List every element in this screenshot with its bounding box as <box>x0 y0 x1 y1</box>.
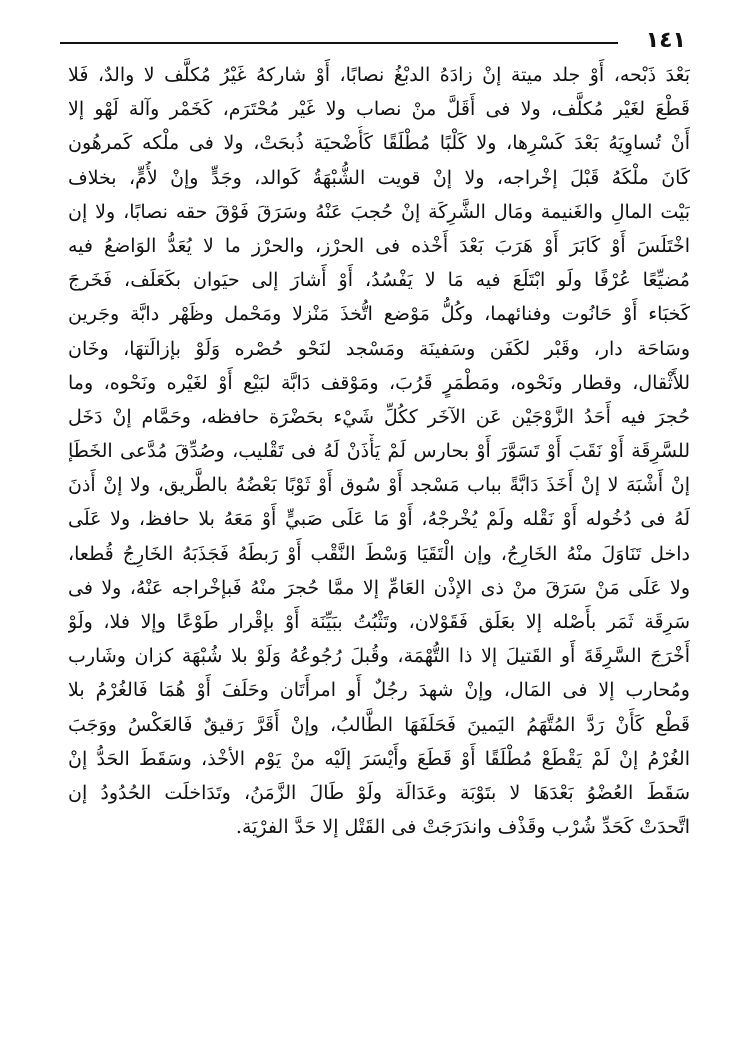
text-line: مُضيِّعًا عُرْفًا ولَو ابْتَلَعَ فيه مَا لا يَفْسُدُ، أَوْ أَشارَ إلى حيَوان بكَعَلَف، فَخَرجَ <box>68 269 690 292</box>
text-line: سَقَطَ العُضْوُ بَعْدَهَا لا بتَوْبَة وعَدَالَة ولَوْ طَالَ الزَّمَنُ، وتَدَاخلَت الحُدُودُ إن <box>68 781 690 804</box>
page-number: ١٤١ <box>645 28 686 53</box>
text-line: بَعْدَ ذَبْحه، أَوْ جلد ميتة إنْ زادَهُ الدبْغُ نصابًا، أَوْ شاركهُ غَيْرُ مُكلَّف لا والدٌ، فَلا <box>68 64 690 86</box>
text-line: كَانَ ملْكَهُ قَبْلَ إخْراجه، ولا إنْ قويت الشُّبْهَةُ كَوالد، وجَدٍّ وإنْ لأُمٍّ، بخلاف <box>68 166 690 189</box>
header-rule <box>60 42 618 44</box>
text-line: وسَاحَة دار، وقَبْر لكَفَن وسَفينَة ومَسْجد لنَحْو حُصْره وَلَوْ بإزالَتهَا، وخَان <box>68 337 690 360</box>
text-line: ولا عَلَى مَنْ سَرَقَ منْ ذى الإذْن العَامِّ إلا ممَّا حُجرَ منْهُ فَبإخْراجه عَنْهُ، ولا فى <box>68 576 690 599</box>
text-line: بَيْت المالِ والغَنيمة ومَال الشَّرِكَة إنْ حُجبَ عَنْهُ وسَرَقَ فَوْقَ حقه نصابًا، ولا إن <box>68 200 690 223</box>
text-line: للسَّرِقَة أَوْ نَقَبَ أَوْ تَسَوَّرَ أَوْ بحارس لَمْ يَأْذَنْ لَهُ فى تَقْليب، وصُدِّقَ مُدَّعى الخَطَإ <box>68 440 690 463</box>
text-line: أَنْ تُساوِيَهُ بَعْدَ كَسْرِها، ولا كَلْبًا مُطْلَقًا كَأُضْحيَة ذُبحَتْ، ولا فى ملْكه كَمرهُون <box>68 132 690 155</box>
text-line: الغُرْمُ إنْ لَمْ يَقْطَعْ مُطْلَقًا أَوْ قَطَعَ وأَيْسَرَ إلَيْه منْ يَوْم الأخْذ، وسَقَطَ الحَدُّ إنْ <box>68 747 690 770</box>
text-line: حُجرَ فيه أَحَدُ الزَّوْجَيْن عَن الآخَر ككُلِّ شَيْء بحَضْرَة حافظه، وحَمَّام إنْ دَخَل <box>68 405 690 428</box>
text-line: اخْتَلَسَ أَوْ كَابَرَ أَوْ هَرَبَ بَعْدَ أَخْذه فى الحرْز، والحرْز ما لا يُعَدُّ الوَاضعُ فيه <box>68 234 690 257</box>
page-header <box>56 26 686 56</box>
text-line: أَخْرَجَ السَّرِقَةَ أَو القَتيلَ إلا ذا التُّهْمَة، وقُبلَ رُجُوعُهُ وَلَوْ بلا شُبْهَة كزان وشَارب <box>68 645 690 668</box>
text-line: قَطْع كَأَنْ رَدَّ المُتَّهَمُ اليَمينَ فَحَلَفَهَا الطَّالبُ، وإنْ أَقَرَّ رَقيقٌ فَالعَكْسُ ووَجَبَ <box>68 713 690 736</box>
text-line: لَهُ فى دُخُوله أَوْ نَقْله ولَمْ يُخْرجْهُ، أَوْ مَا عَلَى صَبيٍّ أَوْ مَعَهُ بلا حافظ، ولا عَلَى <box>68 508 690 531</box>
text-line: كَخبَاء أَوْ حَانُوت وفنائهما، وكُلُّ مَوْضع اتُّخذَ مَنْزلا ومَحْمل وظَهْر دابَّة وجَرين <box>68 303 690 326</box>
text-line: اتَّحدَتْ كَحَدِّ شُرْب وقَذْف واندَرَجَتْ فى القَتْل إلا حَدَّ الفرْيَة. <box>235 816 690 839</box>
text-line: سَرِقَة ثَمَر بأَصْله إلا بعَلَق فَقَوْلان، وتَثْبُتُ ببَيِّنَة أَوْ بإقْرار طَوْعًا وإلا فلا، ولَوْ <box>68 611 690 633</box>
text-line: قَطْعَ لغَيْر مُكلَّف، ولا فى أَقَلَّ منْ نصاب ولا غَيْر مُحْتَرَم، كَخَمْر وآلة لَهْو إلا <box>68 98 690 121</box>
text-line: للأَثْقال، وقطار ونَحْوه، ومَطْمَرٍ قَرُبَ، ومَوْقف دَابَّة لبَيْع أَوْ لغَيْره ونَحْوه، وما <box>68 371 690 394</box>
text-line: إنْ أَشْبَهَ لا إنْ أَخَذَ دَابَّةً بباب مَسْجد أَوْ سُوق أَوْ ثَوْبًا بَعْضُهُ بالطَّريق، ولا إنْ أَذنَ <box>68 474 690 497</box>
text-line: داخل تَنَاوَلَ منْهُ الخَارِجُ، وإن الْتَقَيَا وَسْطَ النَّقْب أَوْ رَبطَهُ فَجَذَبَهُ الخَارِجُ قُطعا، <box>68 542 690 565</box>
body-text <box>68 58 690 844</box>
text-line: ومُحارب إلا فى المَال، وإنْ شهدَ رجُلٌ أَو امرأَتَان وحَلَفَ أَوْ هُمَا فَالغُرْمُ بلا <box>68 679 690 702</box>
